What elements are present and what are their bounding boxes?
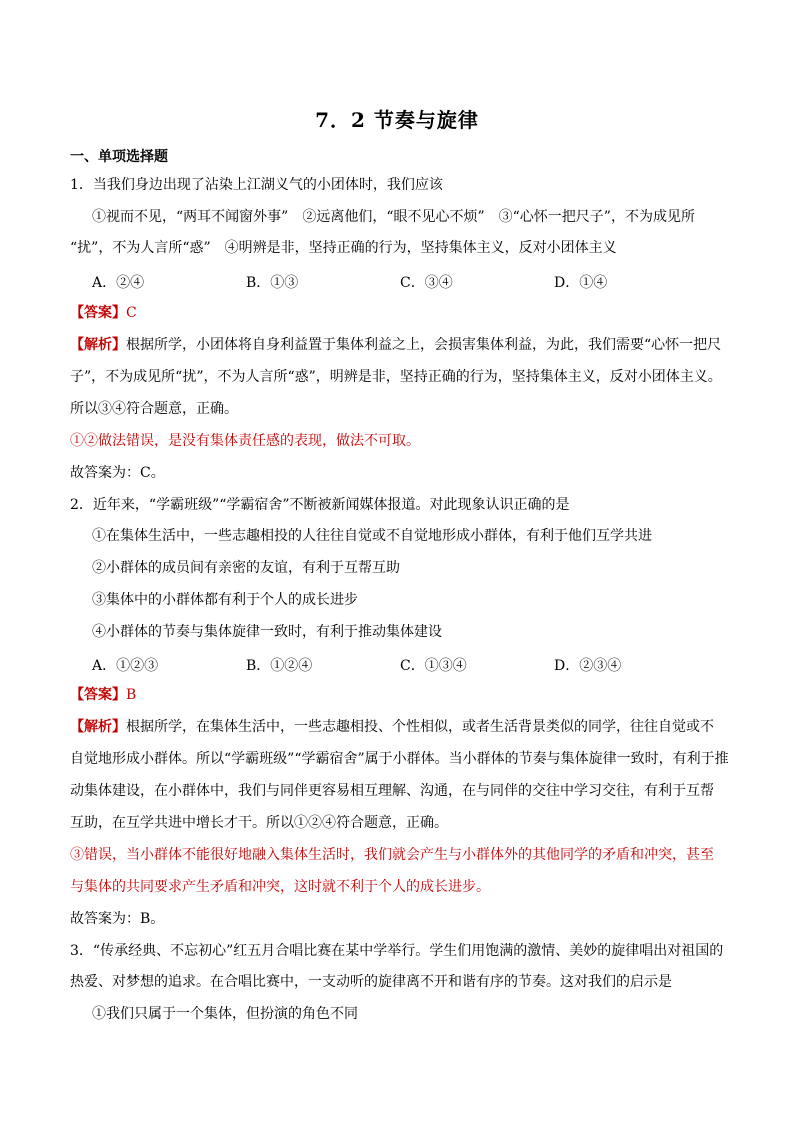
q1-analysis-line-2: 子”，不为成见所“扰”，不为人言所“惑”，明辨是非，坚持正确的行为，坚持集体主义，反对小团体主义。 [70,369,722,385]
section-heading: 一、单项选择题 [70,149,168,165]
q1-choice-line-1: ①视而不见，“两耳不闻窗外事” ②远离他们，“眼不见心不烦” ③“心怀一把尺子”，不为成见所 [92,209,695,225]
q1-stem: 1．当我们身边出现了沾染上江湖义气的小团体时，我们应该 [70,177,443,193]
answer-label: 【答案】 [70,687,126,703]
answer-label: 【答案】 [70,305,126,321]
q2-stem: 2．近年来，“学霸班级”“学霸宿舍”不断被新闻媒体报道。对此现象认识正确的是 [70,497,570,513]
q1-analysis-line-1 [70,336,721,354]
q1-analysis-line-3: 所以③④符合题意，正确。 [70,401,238,417]
q2-analysis-line-3: 动集体建设，在小群体中，我们与同伴更容易相互理解、沟通，在与同伴的交往中学习交往，有利于互帮 [70,783,714,799]
q1-option-c: C．③④ [400,275,453,291]
q2-option-b: B．①②④ [246,658,313,674]
page-title: 7．2 节奏与旋律 [315,108,479,132]
q2-option-c: C．①③④ [400,658,467,674]
q2-answer [70,686,136,704]
q1-analysis-line-4: ①②做法错误，是没有集体责任感的表现，做法不可取。 [70,433,420,449]
q2-option-d: D．②③④ [554,658,622,674]
q1-option-d: D．①④ [554,275,608,291]
q2-item-1: ①在集体生活中，一些志趣相投的人往往自觉或不自觉地形成小群体，有利于他们互学共进 [92,528,652,544]
q2-item-2: ②小群体的成员间有亲密的友谊，有利于互帮互助 [92,560,400,576]
analysis-label: 【解析】 [70,337,126,353]
q3-stem-line-2: 热爱、对梦想的追求。在合唱比赛中，一支动听的旋律离不开和谐有序的节奏。这对我们的启示是 [70,974,672,990]
q2-option-a: A．①②③ [92,658,159,674]
q1-option-a: A．②④ [92,275,145,291]
q2-analysis-line-1 [70,718,714,736]
q1-choice-line-2: “扰”，不为人言所“惑” ④明辨是非，坚持正确的行为，坚持集体主义，反对小团体主义 [70,240,617,256]
q1-answer [70,304,137,322]
q2-analysis-line-6: 与集体的共同要求产生矛盾和冲突，这时就不利于个人的成长进步。 [70,879,490,895]
analysis-text: 根据所学，小团体将自身利益置于集体利益之上，会损害集体利益，为此，我们需要“心怀一把尺 [126,337,722,353]
answer-value: B [126,687,137,703]
q3-item-1: ①我们只属于一个集体，但扮演的角色不同 [92,1006,358,1022]
analysis-label: 【解析】 [70,719,126,735]
q1-final-answer: 故答案为：C。 [70,465,165,481]
q3-stem-line-1: 3．“传承经典、不忘初心”红五月合唱比赛在某中学举行。学生们用饱满的激情、美妙的旋律唱出对祖国的 [70,943,724,959]
q2-analysis-line-5: ③错误，当小群体不能很好地融入集体生活时，我们就会产生与小群体外的其他同学的矛盾和冲突，甚至 [70,847,714,863]
q2-analysis-line-4: 互助，在互学共进中增长才干。所以①②④符合题意，正确。 [70,815,448,831]
q2-analysis-line-2: 自觉地形成小群体。所以“学霸班级”“学霸宿舍”属于小群体。当小群体的节奏与集体旋律一致时，有利于推 [70,751,729,767]
analysis-text: 根据所学，在集体生活中，一些志趣相投、个性相似，或者生活背景类似的同学，往往自觉或不 [126,719,714,735]
q1-option-b: B．①③ [246,275,299,291]
answer-value: C [126,305,137,321]
q2-final-answer: 故答案为：B。 [70,911,165,927]
q2-item-4: ④小群体的节奏与集体旋律一致时，有利于推动集体建设 [92,624,442,640]
q2-item-3: ③集体中的小群体都有利于个人的成长进步 [92,592,358,608]
